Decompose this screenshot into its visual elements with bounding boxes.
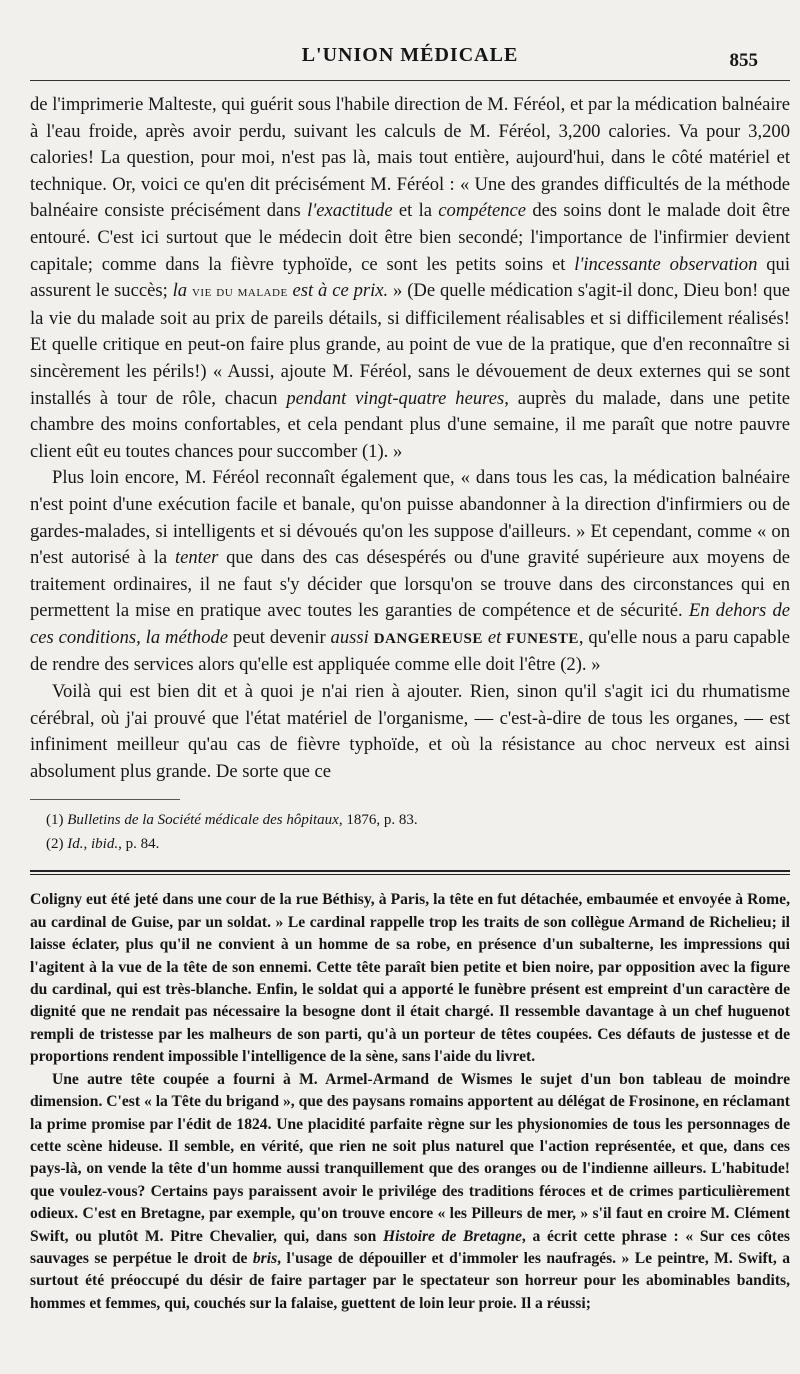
text-run: , a écrit cette phrase : « Sur ces côtes sauvages se perpétue le droit de — [30, 1227, 790, 1267]
text-run: , qu'elle nous a paru capable de rendre des services alors qu'elle est appliquée comme elle doit l'être (2). » — [30, 626, 791, 676]
main-article — [30, 92, 790, 785]
footnote-rule — [30, 799, 180, 800]
footnotes — [30, 808, 790, 856]
text-run: Plus loin encore, M. Féréol reconnaît également que, « dans tous les cas, la médication balnéaire n'est point d'une exécution facile et banale, qu'on puisse abandonner à la direction d'infirmiers ou de gardes-malades, si intelligents et si dévoués qu'on les suppose d'ailleurs. » Et cependant, comme « on n'est autorisé à la — [30, 467, 790, 569]
paragraph — [30, 92, 790, 465]
header-rule — [30, 80, 790, 81]
text-run: , l'usage de dépouiller et d'immoler les naufragés. » Le peintre, M. Swift, a surtout été préoccupé du désir de faire partager par le spectateur son horreur pour les abominables bandits, hommes et femmes, qui, couchés sur la falaise, guettent de loin leur proie. Il a réussi; — [30, 1249, 790, 1312]
emphasis: et — [487, 626, 502, 648]
paragraph — [30, 1069, 790, 1315]
text-run: qui assurent le succès; — [30, 253, 790, 302]
feuilleton-column — [30, 889, 790, 1315]
paragraph: Coligny eut été jeté dans une cour de la rue Béthisy, à Paris, la tête en fut détachée, embaumée et envoyée à Rome, au cardinal de Guise, par un soldat. » Le cardinal rappelle trop les traits de son collègue Armand de Richelieu; il laisse éclater, plus qu'il ne convient à un homme de sa robe, en présence d'un subalterne, les impressions qui l'agitent à la vue de la tête de son ennemi. Cette tête paraît bien petite et bien noire, par opposition avec la figure du cardinal, qui est très-blanche. Enfin, le soldat qui a apporté le funèbre présent est empreint d'un caractère de dignité que ne rendait pas nécessaire la besogne dont il était chargé. Il ressemble davantage à un chef huguenot rempli de tristesse par les malheurs de son parti, qu'à un porteur de têtes coupées. Ces défauts de justesse et de proportions rendent impossible l'intelligence de la sène, sans l'aide du livret. — [30, 891, 790, 1066]
footnote-2 — [46, 832, 790, 856]
footnote-title: Bulletins de la Société médicale des hôpitaux — [67, 812, 339, 829]
text-run: Une autre tête coupée a fourni à M. Armel-Armand de Wismes le sujet d'un bon tableau de moindre dimension. C'est « la Tête du brigand », que des paysans romains apportent au délégat de Frosinone, en réclamant la prime promise par l'édit de 1824. Une placidité parfaite règne sur les physionomies de tous les personnages de cette scène hideuse. Il semble, en vérité, que rien ne soit plus naturel que l'action représentée, et que, dans ces pays-là, on vende la tête d'un homme aussi tranquillement que des oranges ou de l'indienne ailleurs. L'habitude! que voulez-vous? Certains pays paraissent avoir le privilége des traditions féroces et de crimes particulièrement odieux. C'est en Bretagne, par exemple, qu'on trouve encore « les Pilleurs de mer, » s'il faut en croire M. Clément Swift, ou plutôt M. Pitre Chevalier, qui, dans son — [30, 1070, 790, 1245]
text-run: des soins dont le malade doit être entouré. C'est ici surtout que le médecin doit être bien secondé; l'importance de l'infirmier devient capitale; comme dans la fièvre typhoïde, ce sont les petits soins et — [30, 200, 790, 275]
page-number: 855 — [729, 50, 758, 71]
footnote-text: , 1876, p. 83. — [338, 812, 418, 829]
footnote-text: , p. 84. — [118, 836, 160, 853]
text-run: de l'imprimerie Malteste, qui guérit sous l'habile direction de M. Féréol, et par la médication balnéaire à l'eau froide, après avoir perdu, suivant les calculs de M. Féréol, 3,200 calories. Va pour 3,200 calories! La question, pour moi, n'est pas là, mais tout entière, aujourd'hui, dans le côté matériel et technique. Or, voici ce qu'en dit précisément M. Féréol : « Une des grandes difficultés de la méthode balnéaire consiste précisément dans — [30, 94, 790, 222]
small-caps: vie du malade — [191, 284, 288, 301]
capitals: FUNESTE — [506, 630, 579, 647]
emphasis: aussi — [330, 626, 369, 648]
emphasis: est à ce prix. — [292, 280, 389, 302]
emphasis: l'incessante observation — [574, 253, 758, 275]
emphasis: la — [172, 280, 188, 302]
footnote-number: (1) — [46, 812, 64, 829]
emphasis: En dehors de ces conditions, la méthode — [30, 600, 790, 648]
emphasis: tenter — [174, 547, 219, 569]
emphasis: pendant vingt-quatre heures — [286, 387, 505, 409]
emphasis: l'exactitude — [307, 200, 393, 222]
emphasis: Histoire de Bretagne — [382, 1227, 522, 1245]
paragraph — [30, 465, 790, 679]
journal-title: L'UNION MÉDICALE — [301, 44, 519, 66]
footnote-number: (2) — [46, 836, 64, 853]
text-run: que dans des cas désespérés ou d'une gravité supérieure aux moyens de traitement ordinaires, il ne faut s'y décider que lorsqu'on se trouve dans des circonstances qui en permettent la mise en pratique avec toutes les garanties de compétence et de sécurité. — [30, 547, 790, 622]
text-run: , auprès du malade, dans une petite chambre des moins confortables, et cela pendant plus d'une semaine, il me paraît que notre pauvre client eût eu toutes chances pour succomber (1). » — [30, 387, 790, 462]
footnote-title: Id., ibid. — [67, 836, 119, 853]
text-run: » (De quelle médication s'agit-il donc, Dieu bon! que la vie du malade soit au prix de pareils détails, si difficilement réalisables et si difficilement réalisés! Et quelle critique en peut-on faire plus grande, au point de vue de la pratique, que d'en reconnaître si sincèrement les périls!) « Aussi, ajoute M. Féréol, sans le dévouement de deux externes qui se sont installés à tour de rôle, chacun — [30, 280, 790, 409]
emphasis: bris — [252, 1249, 278, 1267]
paragraph: Voilà qui est bien dit et à quoi je n'ai rien à ajouter. Rien, sinon qu'il s'agit ici du rhumatisme cérébral, où j'ai prouvé que l'état matériel de l'organisme, — c'est-à-dire de tous les organes, — est infiniment meilleur qu'au cas de fièvre typhoïde, et où la résistance au choc nerveux est ainsi absolument plus grande. De sorte que ce — [30, 681, 790, 782]
section-divider — [30, 870, 790, 875]
text-run: peut devenir — [228, 626, 331, 648]
text-run: et la — [392, 200, 439, 222]
capitals: DANGEREUSE — [373, 630, 483, 647]
emphasis: compétence — [438, 200, 527, 222]
running-head — [30, 0, 790, 82]
footnote-1 — [46, 808, 790, 832]
